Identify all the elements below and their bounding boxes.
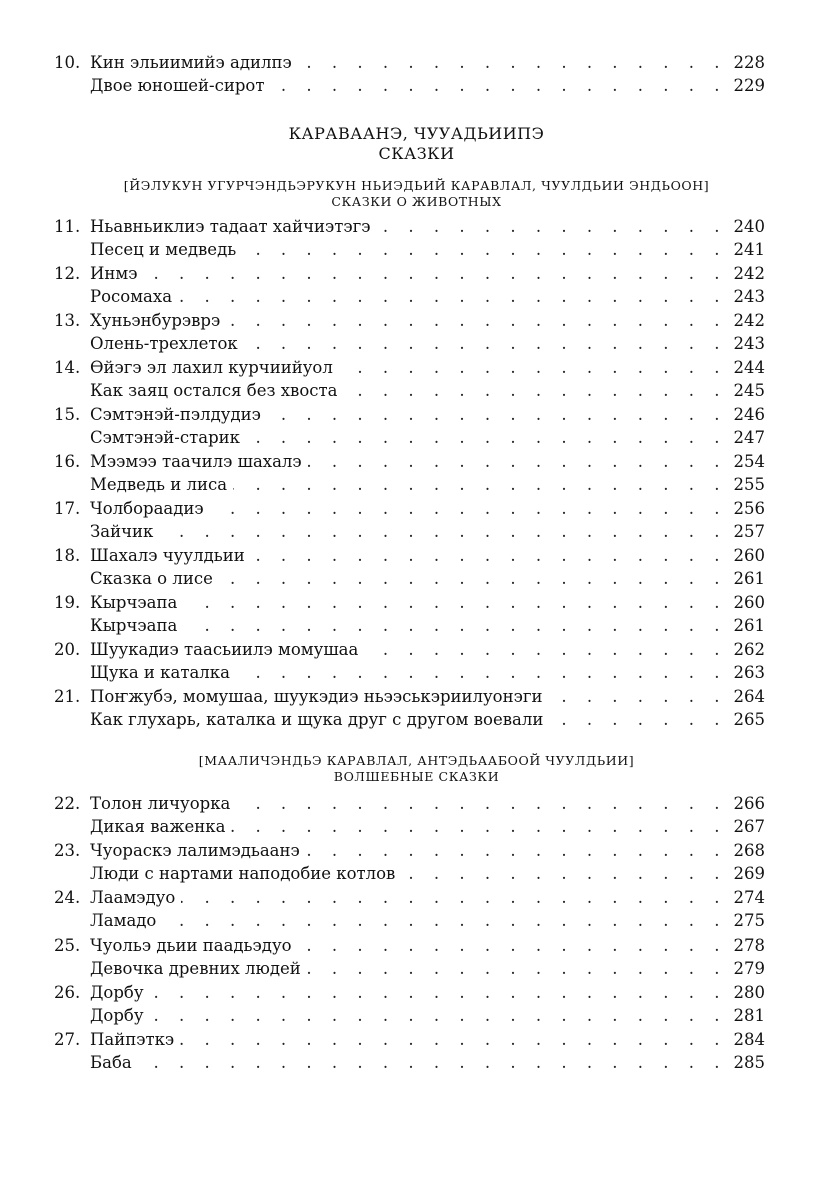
subsection-heading: [МААЛИЧЭНДЬЭ КАРАВЛАЛ, АНТЭДЬААБООЙ ЧУУЛДЬИИ] bbox=[198, 753, 635, 768]
entry-title: Поҥжубэ, момушаа, шуукэдиэ ньээськэриилуонэги bbox=[90, 685, 549, 708]
entry-title: Щука и каталка bbox=[90, 661, 236, 684]
page-number: 247 bbox=[725, 426, 765, 449]
toc-line bbox=[0, 544, 833, 567]
entry-title: Двое юношей-сирот bbox=[90, 74, 270, 97]
toc-line bbox=[0, 638, 833, 661]
toc-line bbox=[0, 262, 833, 285]
entry-title: Сэмтэнэй-старик bbox=[90, 426, 246, 449]
entry-title: Дикая важенка bbox=[90, 815, 231, 838]
entry-number: 12. bbox=[54, 264, 81, 283]
toc-entry bbox=[0, 981, 833, 1027]
toc-line bbox=[0, 839, 833, 862]
entry-title: Мээмээ таачилэ шахалэ bbox=[90, 450, 308, 473]
toc-line bbox=[0, 426, 833, 449]
entry-number: 22. bbox=[54, 794, 81, 813]
toc-line bbox=[0, 285, 833, 308]
dot-leader bbox=[90, 1051, 745, 1074]
entry-title: Шуукадиэ таасьиилэ момушаа bbox=[90, 638, 364, 661]
toc-line bbox=[0, 473, 833, 496]
entry-title: Олень-трехлеток bbox=[90, 332, 244, 355]
entry-title: Сказка о лисе bbox=[90, 567, 219, 590]
entry-title: Инмэ bbox=[90, 262, 143, 285]
entry-title: Зайчик bbox=[90, 520, 159, 543]
entry-number: 23. bbox=[54, 841, 81, 861]
toc-line bbox=[0, 909, 833, 932]
toc-entry bbox=[0, 934, 833, 980]
toc-line bbox=[0, 792, 833, 815]
entry-title: Росомаха bbox=[90, 285, 178, 308]
page-number: 255 bbox=[725, 473, 765, 496]
entry-title: Кырчэапа bbox=[90, 591, 183, 614]
entry-title: Чуольэ дьии паадьэдуо bbox=[90, 934, 298, 957]
page-number: 229 bbox=[725, 74, 765, 97]
toc-line bbox=[0, 661, 833, 684]
toc-line bbox=[0, 886, 833, 909]
entry-title: Кырчэапа bbox=[90, 614, 183, 637]
toc-entry bbox=[0, 356, 833, 402]
toc-entry bbox=[0, 450, 833, 496]
page-number: 260 bbox=[725, 591, 765, 614]
section-heading: СКАЗКИ bbox=[378, 144, 455, 163]
dot-leader bbox=[90, 1004, 745, 1027]
page-number: 246 bbox=[725, 403, 765, 426]
page-number: 242 bbox=[725, 262, 765, 285]
toc-entry bbox=[0, 792, 833, 838]
page-number: 265 bbox=[725, 708, 765, 731]
entry-title: Дорбу bbox=[90, 981, 150, 1004]
page-number: 257 bbox=[725, 520, 765, 543]
page-number: 243 bbox=[725, 285, 765, 308]
entry-number: 14. bbox=[54, 358, 81, 377]
entry-title: Кин эльиимийэ адилпэ bbox=[90, 51, 298, 74]
toc-line bbox=[0, 497, 833, 520]
entry-number: 17. bbox=[54, 499, 81, 518]
entry-number: 15. bbox=[54, 405, 81, 424]
entry-title: Девочка древних людей bbox=[90, 957, 307, 980]
entry-number: 18. bbox=[54, 546, 81, 565]
toc-line bbox=[0, 215, 833, 238]
entry-title: Чолбораадиэ bbox=[90, 497, 210, 520]
page-number: 243 bbox=[725, 332, 765, 355]
page-number: 261 bbox=[725, 567, 765, 590]
toc-line bbox=[0, 934, 833, 957]
toc-entry bbox=[0, 1028, 833, 1074]
toc-entry bbox=[0, 685, 833, 731]
page-number: 245 bbox=[725, 379, 765, 402]
entry-title: Как заяц остался без хвоста bbox=[90, 379, 343, 402]
toc-line bbox=[0, 567, 833, 590]
entry-number: 25. bbox=[54, 935, 81, 955]
page-number: 269 bbox=[725, 862, 765, 885]
toc-entry bbox=[0, 262, 833, 308]
subsection-heading: ВОЛШЕБНЫЕ СКАЗКИ bbox=[333, 769, 500, 784]
page-number: 267 bbox=[725, 815, 765, 838]
entry-title: Хуньэнбурэврэ bbox=[90, 309, 226, 332]
page-number: 241 bbox=[725, 238, 765, 261]
toc-entry bbox=[0, 403, 833, 449]
toc-line bbox=[0, 1004, 833, 1027]
entry-number: 27. bbox=[54, 1030, 81, 1049]
dot-leader bbox=[90, 262, 745, 285]
toc-line bbox=[0, 403, 833, 426]
toc-line bbox=[0, 309, 833, 332]
page-number: 242 bbox=[725, 309, 765, 332]
page-number: 266 bbox=[725, 792, 765, 815]
page-number: 281 bbox=[725, 1004, 765, 1027]
toc-line bbox=[0, 708, 833, 731]
entry-title: Баба bbox=[90, 1051, 138, 1074]
toc-line bbox=[0, 1051, 833, 1074]
dot-leader bbox=[90, 591, 745, 614]
toc-line bbox=[0, 614, 833, 637]
toc-entry bbox=[0, 591, 833, 637]
toc-entry bbox=[0, 886, 833, 932]
toc-line bbox=[0, 957, 833, 980]
entry-number: 13. bbox=[54, 311, 81, 330]
entry-number: 10. bbox=[54, 53, 81, 72]
entry-title: Өйэгэ эл лахил курчиийуол bbox=[90, 356, 339, 379]
entry-title: Пайпэткэ bbox=[90, 1028, 180, 1051]
entry-number: 16. bbox=[54, 452, 81, 471]
entry-title: Толон личуорка bbox=[90, 792, 236, 815]
section-heading: КАРАВААНЭ, ЧУУАДЬИИПЭ bbox=[288, 124, 545, 143]
toc-line bbox=[0, 981, 833, 1004]
dot-leader bbox=[90, 1028, 745, 1051]
toc-line bbox=[0, 74, 833, 97]
toc-entry-10 bbox=[0, 51, 833, 97]
subsection-heading: СКАЗКИ О ЖИВОТНЫХ bbox=[331, 194, 502, 209]
entry-title: Люди с нартами наподобие котлов bbox=[90, 862, 401, 885]
dot-leader bbox=[90, 285, 745, 308]
page-number: 244 bbox=[725, 356, 765, 379]
entry-title: Лаамэдуо bbox=[90, 886, 181, 909]
entry-title: Шахалэ чуулдьии bbox=[90, 544, 251, 567]
toc-entry bbox=[0, 839, 833, 885]
entry-title: Сэмтэнэй-пэлдудиэ bbox=[90, 403, 267, 426]
entry-title: Чуораскэ лалимэдьаанэ bbox=[90, 839, 306, 862]
entry-title: Ньавньиклиэ тадаат хайчиэтэгэ bbox=[90, 215, 376, 238]
toc-entry bbox=[0, 497, 833, 543]
toc-line bbox=[0, 685, 833, 708]
entry-number: 11. bbox=[54, 217, 81, 236]
page-number: 280 bbox=[725, 981, 765, 1004]
page-number: 262 bbox=[725, 638, 765, 661]
entry-number: 26. bbox=[54, 982, 81, 1002]
dot-leader bbox=[90, 886, 745, 909]
entry-number: 20. bbox=[54, 640, 81, 659]
entry-number: 21. bbox=[54, 687, 81, 706]
toc-entry bbox=[0, 309, 833, 355]
page-number: 240 bbox=[725, 215, 765, 238]
entry-title: Песец и медведь bbox=[90, 238, 242, 261]
entry-title: Дорбу bbox=[90, 1004, 150, 1027]
dot-leader bbox=[90, 981, 745, 1004]
page-number: 268 bbox=[725, 839, 765, 862]
dot-leader bbox=[90, 614, 745, 637]
toc-line bbox=[0, 520, 833, 543]
toc-entry bbox=[0, 215, 833, 261]
dot-leader bbox=[90, 909, 745, 932]
toc-line bbox=[0, 815, 833, 838]
entry-number: 24. bbox=[54, 888, 81, 908]
page-number: 275 bbox=[725, 909, 765, 932]
toc-line bbox=[0, 51, 833, 74]
page-number: 279 bbox=[725, 957, 765, 980]
page-number: 228 bbox=[725, 51, 765, 74]
entry-title: Как глухарь, каталка и щука друг с другом воевали bbox=[90, 708, 549, 731]
page-number: 285 bbox=[725, 1051, 765, 1074]
entry-number: 19. bbox=[54, 593, 81, 612]
toc-line bbox=[0, 332, 833, 355]
toc-entry bbox=[0, 638, 833, 684]
toc-line bbox=[0, 1028, 833, 1051]
page-number: 260 bbox=[725, 544, 765, 567]
toc-line bbox=[0, 450, 833, 473]
entry-title: Медведь и лиса bbox=[90, 473, 233, 496]
page-number: 254 bbox=[725, 450, 765, 473]
toc-line bbox=[0, 379, 833, 402]
toc-line bbox=[0, 862, 833, 885]
dot-leader bbox=[90, 520, 745, 543]
toc-line bbox=[0, 238, 833, 261]
page-number: 256 bbox=[725, 497, 765, 520]
entry-title: Ламадо bbox=[90, 909, 162, 932]
page-number: 261 bbox=[725, 614, 765, 637]
toc-line bbox=[0, 591, 833, 614]
page-number: 274 bbox=[725, 886, 765, 909]
page-number: 264 bbox=[725, 685, 765, 708]
page-number: 284 bbox=[725, 1028, 765, 1051]
subsection-heading: [ЙЭЛУКУН УГУРЧЭНДЬЭРУКУН НЬИЭДЬИЙ КАРАВЛАЛ, ЧУУЛДЬИИ ЭНДЬООН] bbox=[123, 178, 710, 193]
page-number: 263 bbox=[725, 661, 765, 684]
toc-entry bbox=[0, 544, 833, 590]
page-number: 278 bbox=[725, 934, 765, 957]
toc-line bbox=[0, 356, 833, 379]
